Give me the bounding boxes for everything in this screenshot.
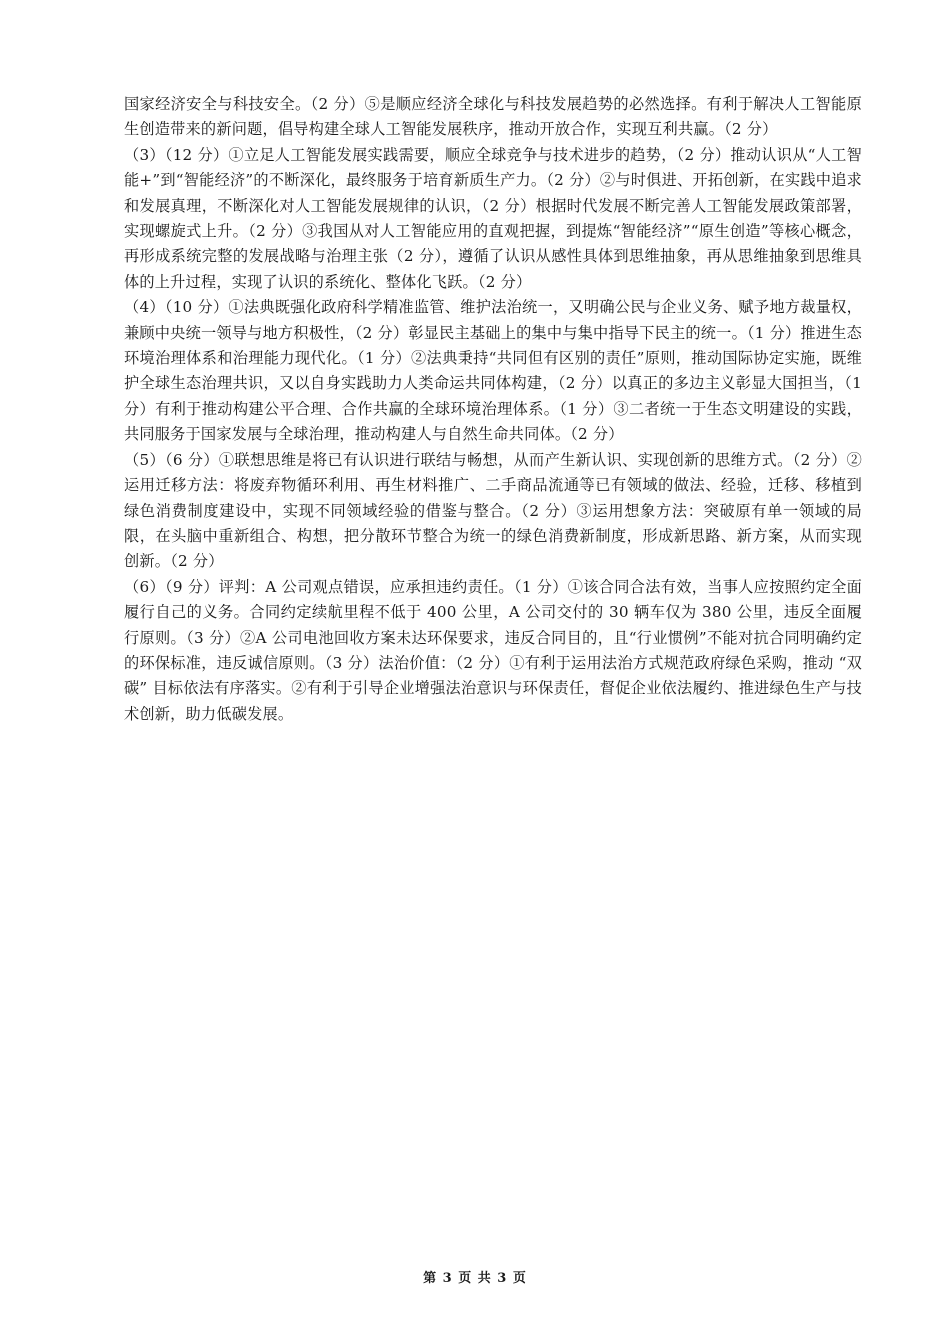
page-number-footer: 第 3 页 共 3 页: [423, 1271, 527, 1286]
answer-paragraph-q6: （6）（9 分）评判：A 公司观点错误，应承担违约责任。（1 分）①该合同合法有效，当事人应按照约定全面履行自己的义务。合同约定续航里程不低于 400 公里，A 公司交付的 30 辆车仅为 380 公里，违反全面履行原则。（3 分）②A 公司电池回收方案未达环保要求，违反合同目的，且“行业惯例”不能对抗合同明确约定的环保标准，违反诚信原则。（3 分）法治价值：（2 分）①有利于运用法治方式规范政府绿色采购，推动 “双碳” 目标依法有序落实。②有利于引导企业增强法治意识与环保责任，督促企业依法履约、推进绿色生产与技术创新，助力低碳发展。: [124, 577, 862, 723]
answer-paragraph-q5: （5）（6 分）①联想思维是将已有认识进行联结与畅想，从而产生新认识、实现创新的思维方式。（2 分）②运用迁移方法：将废弃物循环利用、再生材料推广、二手商品流通等已有领域的做法、经验，迁移、移植到绿色消费制度建设中，实现不同领域经验的借鉴与整合。（2 分）③运用想象方法：突破原有单一领域的局限，在头脑中重新组合、构想，把分散环节整合为统一的绿色消费新制度，形成新思路、新方案，从而实现创新。（2 分）: [124, 450, 862, 571]
answer-paragraph-continuation: 国家经济安全与科技安全。（2 分）⑤是顺应经济全球化与科技发展趋势的必然选择。有利于解决人工智能原生创造带来的新问题，倡导构建全球人工智能发展秩序，推动开放合作，实现互利共赢。（2 分）: [124, 95, 862, 139]
answer-paragraph-q3: （3）（12 分）①立足人工智能发展实践需要，顺应全球竞争与技术进步的趋势，（2 分）推动认识从“人工智能+”到“智能经济”的不断深化，最终服务于培育新质生产力。（2 分）②与时俱进、开拓创新，在实践中追求和发展真理，不断深化对人工智能发展规律的认识，（2 分）根据时代发展不断完善人工智能发展政策部署，实现螺旋式上升。（2 分）③我国从对人工智能应用的直观把握，到提炼“智能经济”“原生创造”等核心概念，再形成系统完整的发展战略与治理主张（2 分），遵循了认识从感性具体到思维抽象，再从思维抽象到思维具体的上升过程，实现了认识的系统化、整体化飞跃。（2 分）: [124, 145, 862, 291]
answer-content: [124, 92, 862, 727]
answer-paragraph-q4: （4）（10 分）①法典既强化政府科学精准监管、维护法治统一，又明确公民与企业义务、赋予地方裁量权，兼顾中央统一领导与地方积极性，（2 分）彰显民主基础上的集中与集中指导下民主的统一。（1 分）推进生态环境治理体系和治理能力现代化。（1 分）②法典秉持“共同但有区别的责任”原则，推动国际协定实施，既维护全球生态治理共识，又以自身实践助力人类命运共同体构建，（2 分）以真正的多边主义彰显大国担当，（1 分）有利于推动构建公平合理、合作共赢的全球环境治理体系。（1 分）③二者统一于生态文明建设的实践，共同服务于国家发展与全球治理，推动构建人与自然生命共同体。（2 分）: [124, 298, 862, 444]
